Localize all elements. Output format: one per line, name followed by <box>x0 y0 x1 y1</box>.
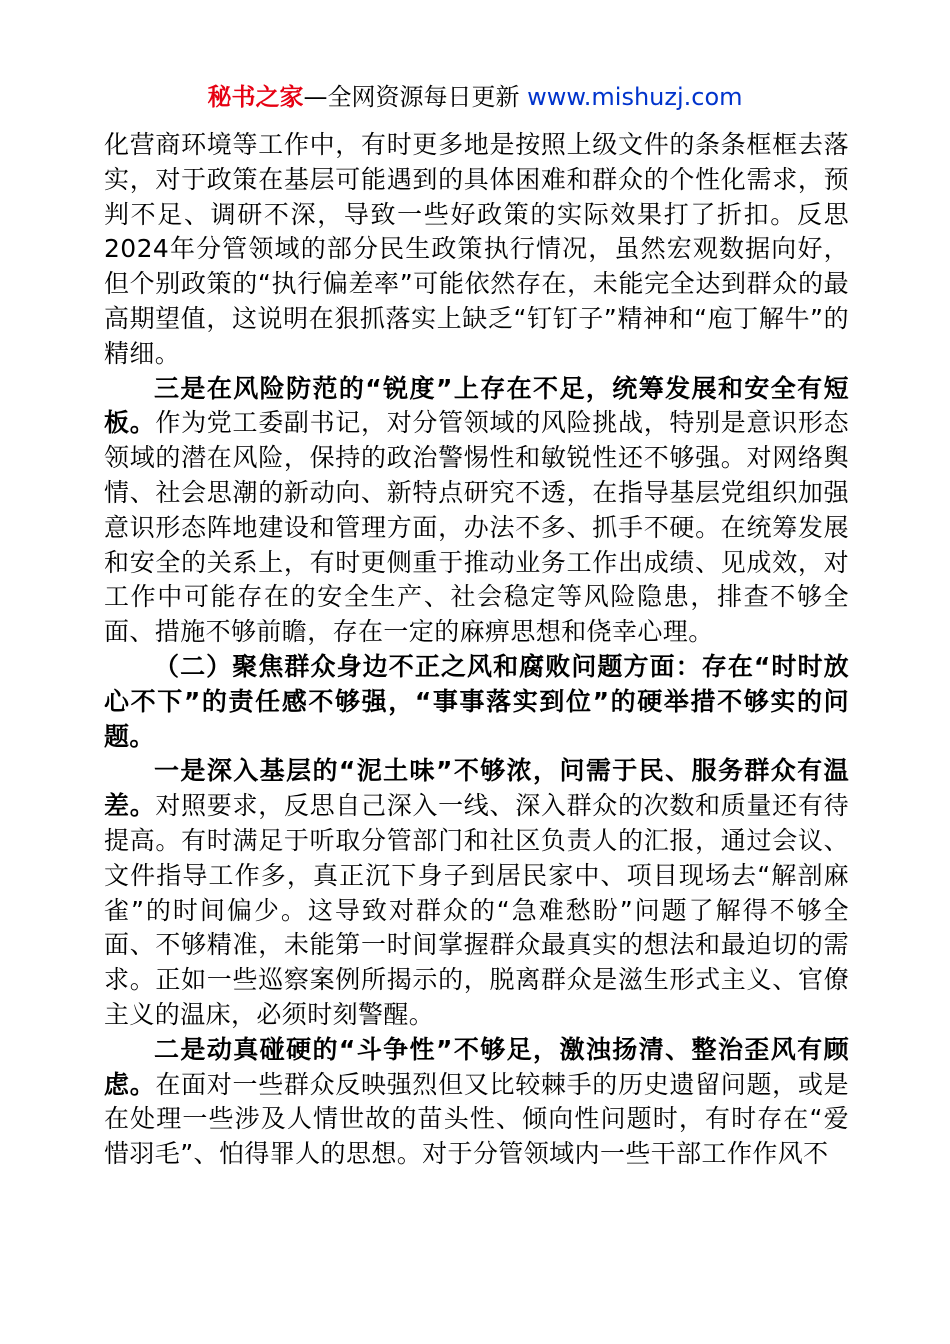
site-brand: 秘书之家 <box>207 83 304 111</box>
document-body <box>104 128 849 1172</box>
paragraph <box>104 1033 849 1172</box>
paragraph-text: 对照要求，反思自己深入一线、深入群众的次数和质量还有待提高。有时满足于听取分管部门和社区负责人的汇报，通过会议、文件指导工作多，真正沉下身子到居民家中、项目现场去“解剖麻雀”的时间偏少。这导致对群众的“急难愁盼”问题了解得不够全面、不够精准，未能第一时间掌握群众最真实的想法和最迫切的需求。正如一些巡察案例所揭示的，脱离群众是滋生形式主义、官僚主义的温床，必须时刻警醒。 <box>104 791 849 1029</box>
page-header <box>0 80 950 114</box>
site-url[interactable]: www.mishuzj.com <box>527 83 743 111</box>
site-tagline: —全网资源每日更新 <box>303 83 528 111</box>
paragraph-text: 化营商环境等工作中，有时更多地是按照上级文件的条条框框去落实，对于政策在基层可能遇到的具体困难和群众的个性化需求，预判不足、调研不深，导致一些好政策的实际效果打了折扣。反思2024年分管领域的部分民生政策执行情况，虽然宏观数据向好，但个别政策的“执行偏差率”可能依然存在，未能完全达到群众的最高期望值，这说明在狠抓落实上缺乏“钉钉子”精神和“庖丁解牛”的精细。 <box>104 130 849 368</box>
paragraph-heading: 一是深入基层的“泥土味”不够浓，问需于民、服务群众有温差。 <box>104 756 849 821</box>
paragraph-text: 在面对一些群众反映强烈但又比较棘手的历史遗留问题，或是在处理一些涉及人情世故的苗头性、倾向性问题时，有时存在“爱惜羽毛”、怕得罪人的思想。对于分管领域内一些干部工作作风不 <box>104 1069 849 1169</box>
section-heading-text: （二）聚焦群众身边不正之风和腐败问题方面：存在“时时放心不下”的责任感不够强，“事事落实到位”的硬举措不够实的问题。 <box>104 651 849 751</box>
paragraph <box>104 128 849 372</box>
paragraph-heading: 二是动真碰硬的“斗争性”不够足，激浊扬清、整治歪风有顾虑。 <box>104 1034 849 1099</box>
paragraph-text: 作为党工委副书记，对分管领域的风险挑战，特别是意识形态领域的潜在风险，保持的政治警惕性和敏锐性还不够强。对网络舆情、社会思潮的新动向、新特点研究不透，在指导基层党组织加强意识形态阵地建设和管理方面，办法不多、抓手不硬。在统筹发展和安全的关系上，有时更侧重于推动业务工作出成绩、见成效，对工作中可能存在的安全生产、社会稳定等风险隐患，排查不够全面、措施不够前瞻，存在一定的麻痹思想和侥幸心理。 <box>104 408 849 647</box>
section-heading <box>104 650 849 754</box>
paragraph-heading: 三是在风险防范的“锐度”上存在不足，统筹发展和安全有短板。 <box>104 373 849 438</box>
paragraph <box>104 372 849 650</box>
paragraph <box>104 754 849 1032</box>
